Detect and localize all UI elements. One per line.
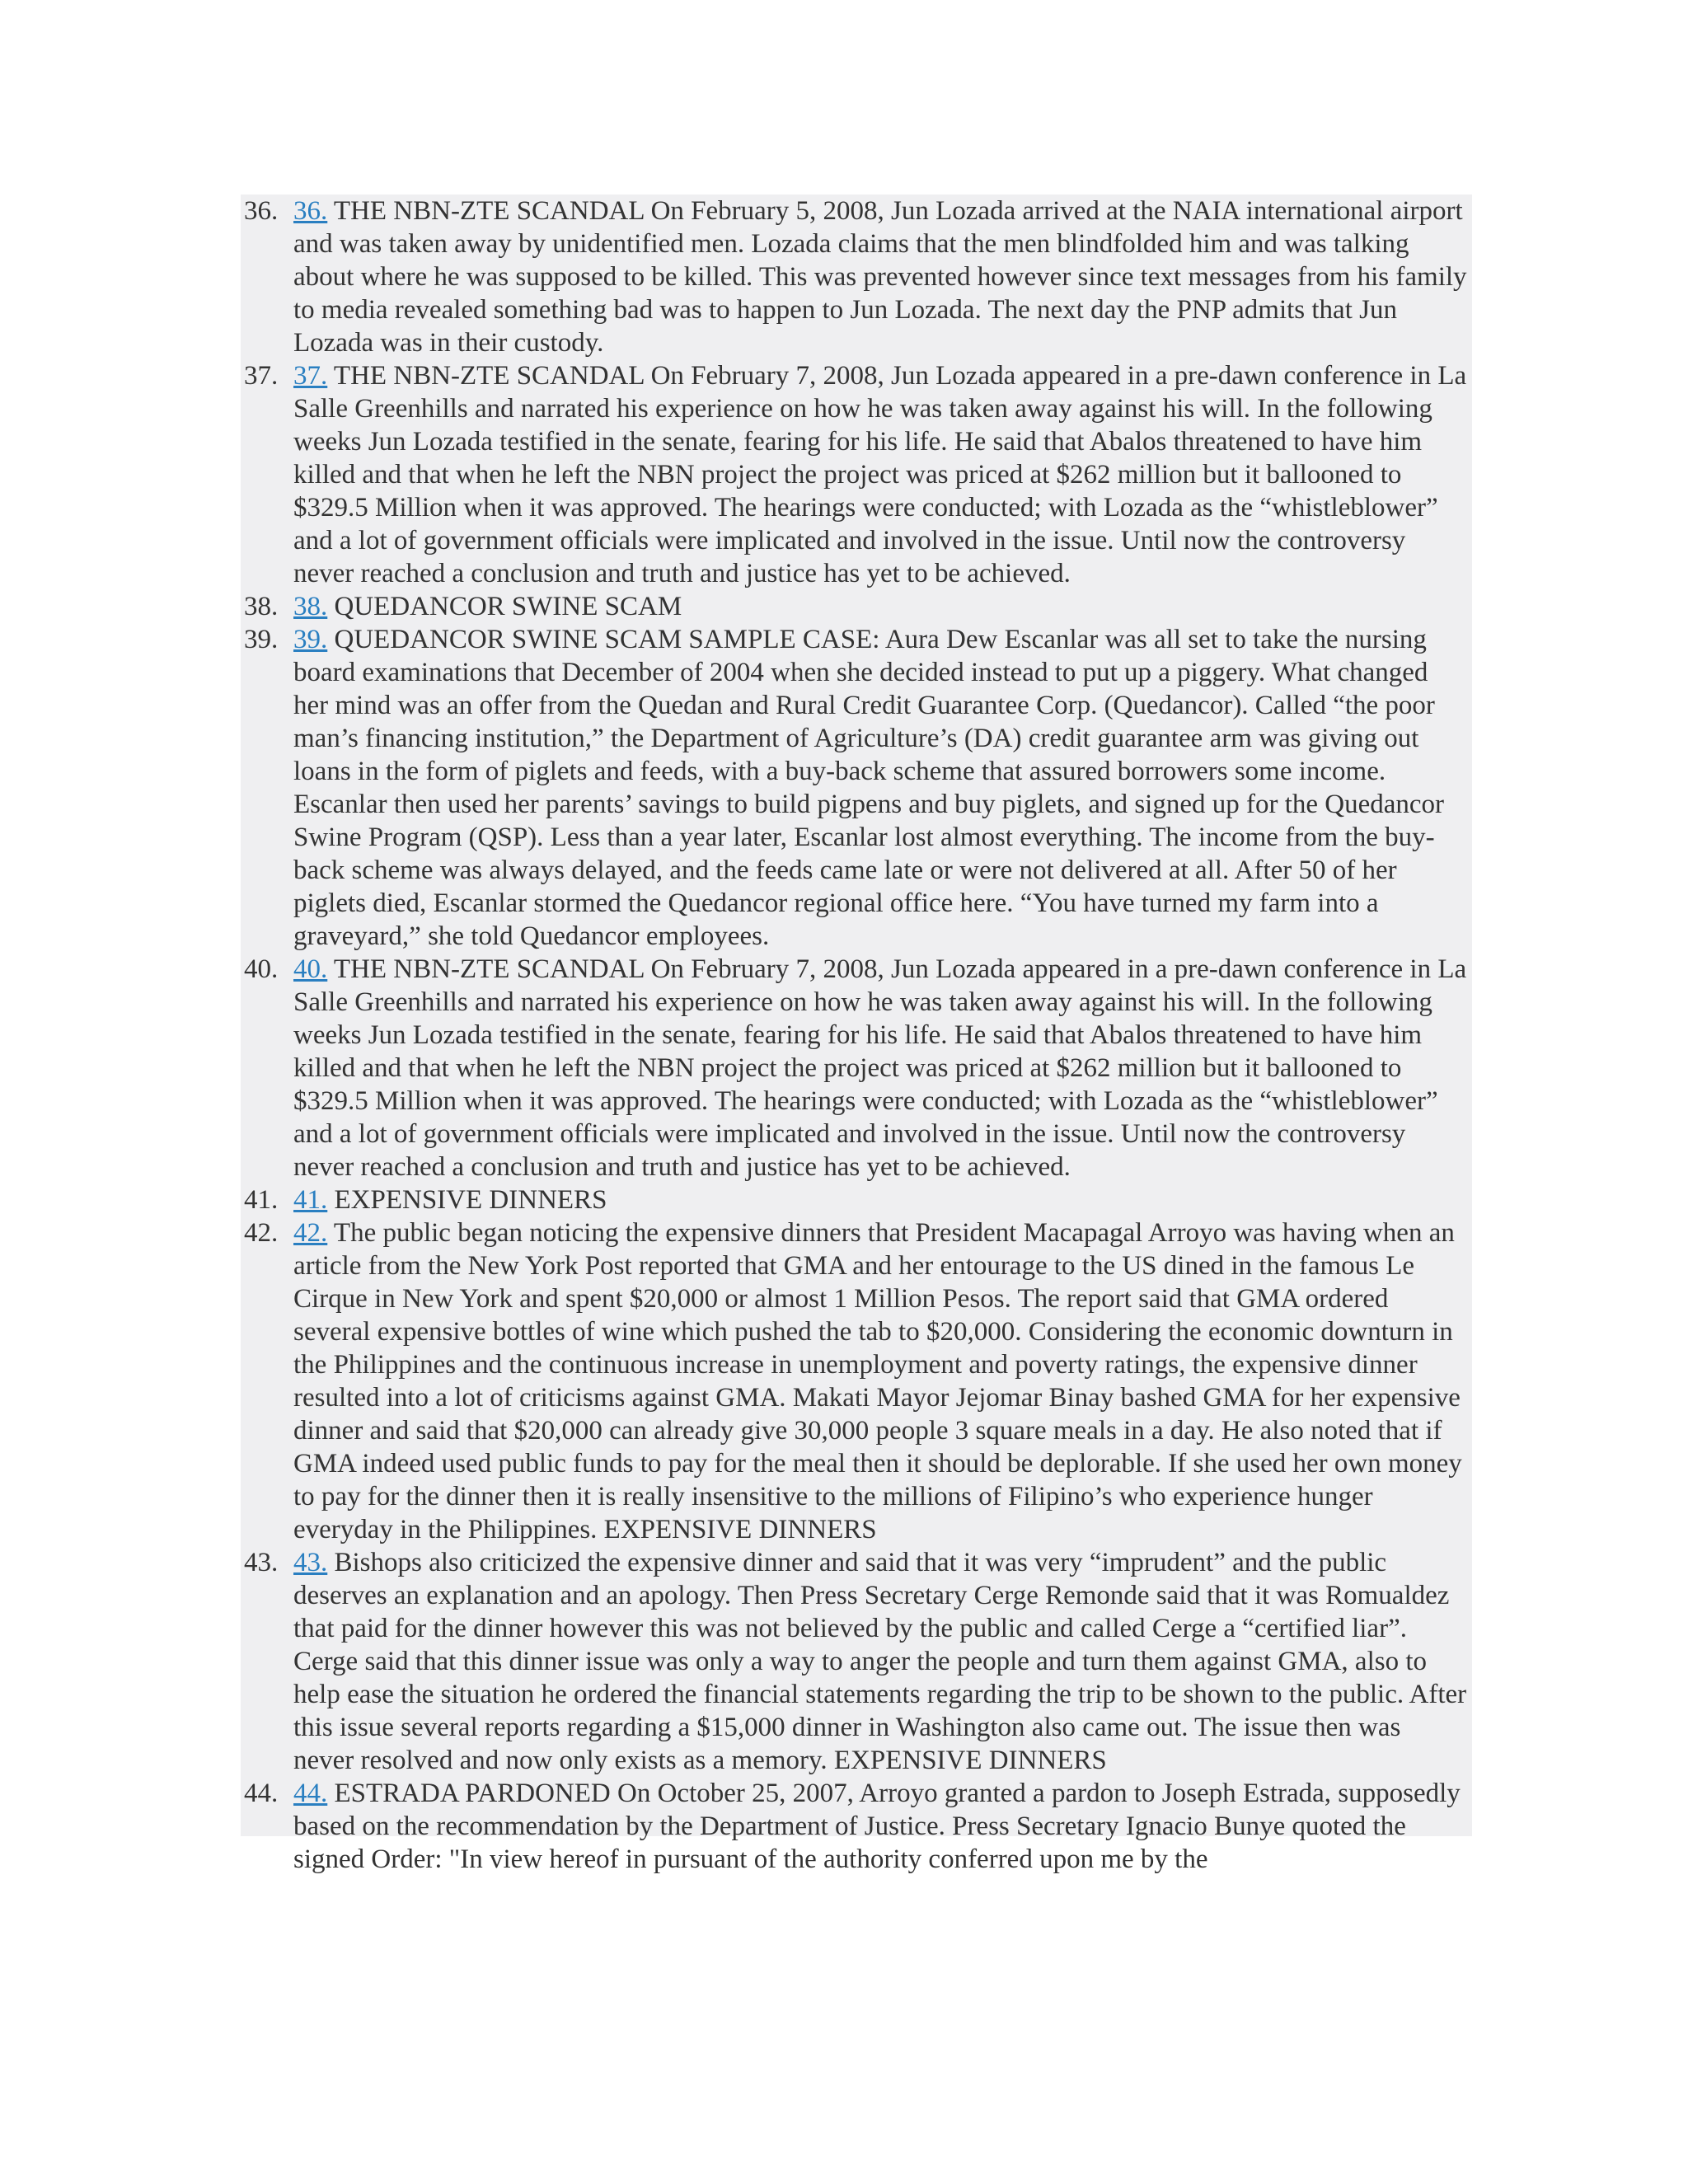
list-item — [241, 1216, 1472, 1546]
item-text: The public began noticing the expensive dinners that President Macapagal Arroyo was having when an article from the New York Post reported that GMA and her entourage to the US dined in the famous Le Cirque in New York and spent $20,000 or almost 1 Million Pesos. The report said that GMA ordered several expensive bottles of wine which pushed the tab to $20,000. Considering the economic downturn in the Philippines and the continuous increase in unemployment and poverty ratings, the expensive dinner resulted into a lot of criticisms against GMA. Makati Mayor Jejomar Binay bashed GMA for her expensive dinner and said that $20,000 can already give 30,000 people 3 square meals in a day. He also noted that if GMA indeed used public funds to pay for the meal then it should be deplorable. If she used her own money to pay for the dinner then it is really insensitive to the millions of Filipino’s who experience hunger everyday in the Philippines. EXPENSIVE DINNERS — [293, 1218, 1462, 1544]
item-text: ESTRADA PARDONED On October 25, 2007, Arroyo granted a pardon to Joseph Estrada, supposedly based on the recommendation by the Department of Justice. Press Secretary Ignacio Bunye quoted the signed Order: "In view hereof in pursuant of the authority conferred upon me by the — [293, 1779, 1461, 1874]
item-reference-link[interactable]: 38. — [293, 592, 328, 621]
item-reference-link[interactable]: 44. — [293, 1779, 328, 1808]
item-reference-link[interactable]: 37. — [293, 361, 328, 391]
item-number: 40. — [244, 954, 279, 984]
item-number: 36. — [244, 196, 279, 226]
numbered-list — [241, 194, 1472, 1876]
item-reference-link[interactable]: 41. — [293, 1185, 328, 1215]
list-item — [241, 194, 1472, 359]
item-reference-link[interactable]: 39. — [293, 625, 328, 654]
item-text: Bishops also criticized the expensive dinner and said that it was very “imprudent” and the public deserves an explanation and an apology. Then Press Secretary Cerge Remonde said that it was Romualdez that paid for the dinner however this was not believed by the public and called Cerge a “certified liar”. Cerge said that this dinner issue was only a way to anger the people and turn them against GMA, also to help ease the situation he ordered the financial statements regarding the trip to be shown to the public. After this issue several reports regarding a $15,000 dinner in Washington also came out. The issue then was never resolved and now only exists as a memory. EXPENSIVE DINNERS — [293, 1548, 1467, 1775]
list-item — [241, 623, 1472, 953]
list-item — [241, 1777, 1472, 1876]
item-number: 42. — [244, 1218, 279, 1248]
list-item — [241, 1183, 1472, 1216]
item-text: QUEDANCOR SWINE SCAM SAMPLE CASE: Aura Dew Escanlar was all set to take the nursing board examinations that December of 2004 when she decided instead to put up a piggery. What changed her mind was an offer from the Quedan and Rural Credit Guarantee Corp. (Quedancor). Called “the poor man’s financing institution,” the Department of Agriculture’s (DA) credit guarantee arm was giving out loans in the form of piglets and feeds, with a buy-back scheme that assured borrowers some income. Escanlar then used her parents’ savings to build pigpens and buy piglets, and signed up for the Quedancor Swine Program (QSP). Less than a year later, Escanlar lost almost everything. The income from the buy- back scheme was always delayed, and the feeds came late or were not delivered at all. After 50 of her piglets died, Escanlar stormed the Quedancor regional office here. “You have turned my farm into a graveyard,” she told Quedancor employees. — [293, 625, 1445, 951]
list-item — [241, 359, 1472, 590]
item-number: 39. — [244, 625, 279, 654]
item-text: THE NBN-ZTE SCANDAL On February 7, 2008, Jun Lozada appeared in a pre-dawn conference in La Salle Greenhills and narrated his experience on how he was taken away against his will. In the following weeks Jun Lozada testified in the senate, fearing for his life. He said that Abalos threatened to have him killed and that when he left the NBN project the project was priced at $262 million but it ballooned to $329.5 Million when it was approved. The hearings were conducted; with Lozada as the “whistleblower” and a lot of government officials were implicated and involved in the issue. Until now the controversy never reached a conclusion and truth and justice has yet to be achieved. — [293, 954, 1467, 1182]
item-text: QUEDANCOR SWINE SCAM — [334, 592, 682, 621]
item-reference-link[interactable]: 43. — [293, 1548, 328, 1577]
item-number: 41. — [244, 1185, 279, 1215]
item-number: 44. — [244, 1779, 279, 1808]
list-item — [241, 1546, 1472, 1777]
list-item — [241, 590, 1472, 623]
item-text: THE NBN-ZTE SCANDAL On February 5, 2008, Jun Lozada arrived at the NAIA international airport and was taken away by unidentified men. Lozada claims that the men blindfolded him and was talking about where he was supposed to be killed. This was prevented however since text messages from his family to media revealed something bad was to happen to Jun Lozada. The next day the PNP admits that Jun Lozada was in their custody. — [293, 196, 1467, 358]
item-number: 38. — [244, 592, 279, 621]
list-item — [241, 953, 1472, 1183]
item-reference-link[interactable]: 40. — [293, 954, 328, 984]
item-text: EXPENSIVE DINNERS — [334, 1185, 607, 1215]
item-text: THE NBN-ZTE SCANDAL On February 7, 2008, Jun Lozada appeared in a pre-dawn conference in La Salle Greenhills and narrated his experience on how he was taken away against his will. In the following weeks Jun Lozada testified in the senate, fearing for his life. He said that Abalos threatened to have him killed and that when he left the NBN project the project was priced at $262 million but it ballooned to $329.5 Million when it was approved. The hearings were conducted; with Lozada as the “whistleblower” and a lot of government officials were implicated and involved in the issue. Until now the controversy never reached a conclusion and truth and justice has yet to be achieved. — [293, 361, 1467, 588]
item-number: 37. — [244, 361, 279, 391]
item-reference-link[interactable]: 36. — [293, 196, 328, 226]
item-reference-link[interactable]: 42. — [293, 1218, 328, 1248]
item-number: 43. — [244, 1548, 279, 1577]
